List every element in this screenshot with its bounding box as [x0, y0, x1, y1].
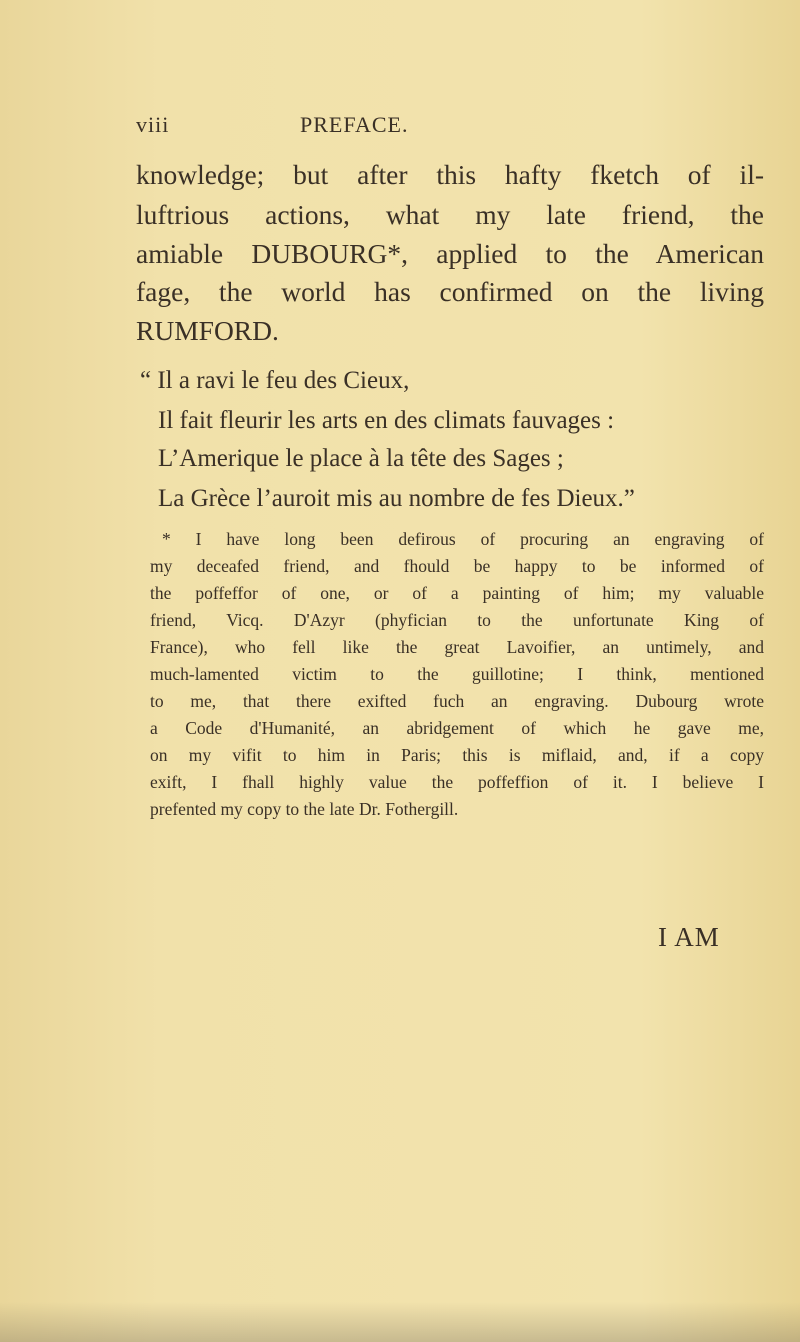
footnote-line: to me, that there exifted fuch an engraving. Dubourg wrote: [150, 691, 764, 711]
footnote-line: exift, I fhall highly value the poffeffion of it. I believe I: [150, 772, 764, 792]
footnote-line: much-lamented victim to the guillotine; I think, mentioned: [150, 664, 764, 684]
running-title: PREFACE.: [300, 112, 409, 137]
body-line: amiable DUBOURG*, applied to the American: [136, 238, 764, 269]
body-line: luftrious actions, what my late friend, the: [136, 199, 764, 230]
footnote-line: the poffeffor of one, or of a painting of him; my valuable: [150, 583, 764, 603]
body-line: knowledge; but after this hafty fketch of il-: [136, 159, 764, 190]
footnote-line: friend, Vicq. D'Azyr (phyfician to the unfortunate King of: [150, 610, 764, 630]
verse-line: Il fait fleurir les arts en des climats fauvages :: [158, 407, 615, 434]
footnote-line: a Code d'Humanité, an abridgement of which he gave me,: [150, 718, 764, 738]
page-edge-shadow: [0, 1302, 800, 1342]
catchword: I AM: [658, 922, 720, 952]
verse-line: “ Il a ravi le feu des Cieux,: [140, 367, 410, 394]
body-line: RUMFORD.: [136, 315, 279, 346]
body-line: fage, the world has confirmed on the living: [136, 276, 764, 307]
footnote-line: France), who fell like the great Lavoifier, an untimely, and: [150, 637, 764, 657]
footnote-line: prefented my copy to the late Dr. Fothergill.: [150, 799, 459, 819]
footnote-line: my deceafed friend, and fhould be happy to be informed of: [150, 556, 764, 576]
verse-line: L’Amerique le place à la tête des Sages ;: [158, 445, 564, 472]
footnote-line: * I have long been defirous of procuring an engraving of: [162, 529, 764, 549]
page-number: viii: [136, 112, 170, 137]
footnote-line: on my vifit to him in Paris; this is miflaid, and, if a copy: [150, 745, 764, 765]
verse-line: La Grèce l’auroit mis au nombre de fes Dieux.”: [158, 485, 635, 512]
